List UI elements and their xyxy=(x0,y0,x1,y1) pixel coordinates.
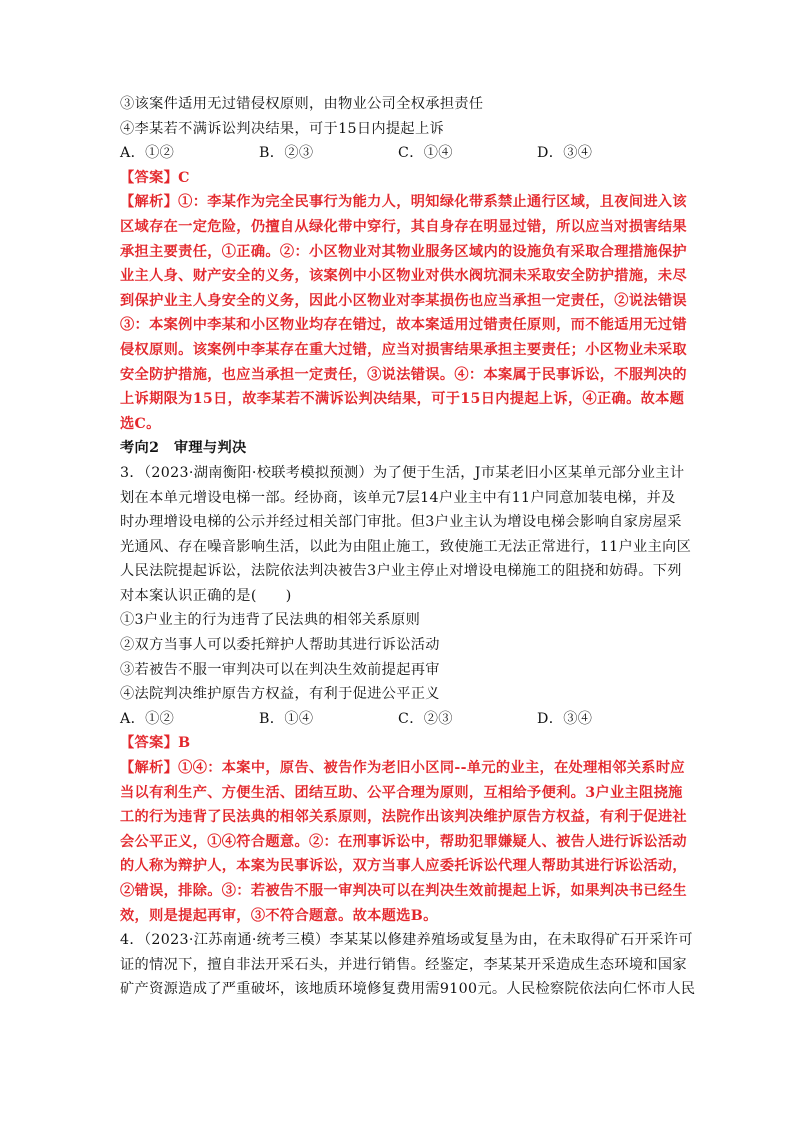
q3-analysis-line: 的人称为辩护人，本案为民事诉讼，双方当事人应委托诉讼代理人帮助其进行诉讼活动， xyxy=(120,858,687,875)
q3-answer: 【答案】B xyxy=(120,735,191,752)
q2-option-d: D．③④ xyxy=(537,145,593,162)
q2-analysis xyxy=(120,190,687,436)
q2-analysis-line: 区域存在一定危险，仍擅自从绿化带中穿行，其自身存在明显过错，所以应当对损害结果 xyxy=(120,218,687,235)
q3-stem-line: 时办理增设电梯的公示并经过相关部门审批。但3户业主认为增设电梯会影响自家房屋采 xyxy=(120,514,682,531)
q3-stem-line: 3．（2023·湖南衡阳·校联考模拟预测）为了便于生活，J市某老旧小区某单元部分业主计 xyxy=(120,464,685,481)
q3-analysis-line: 效，则是提起再审，③不符合题意。故本题选B。 xyxy=(120,907,438,924)
q3-option-a: A．①② xyxy=(120,710,175,727)
q3-analysis xyxy=(120,756,687,928)
q3-stem-line: 光通风、存在噪音影响生活，以此为由阻止施工，致使施工无法正常进行，11户业主向区 xyxy=(120,538,692,555)
q2-item-4: ④李某若不满诉讼判决结果，可于15日内提起上诉 xyxy=(120,120,445,137)
q3-analysis-line: 会公平正义，①④符合题意。②：在刑事诉讼中，帮助犯罪嫌疑人、被告人进行诉讼活动 xyxy=(120,833,687,850)
q2-analysis-line: 到保护业主人身安全的义务，因此小区物业对李某损伤也应当承担一定责任，②说法错误 xyxy=(120,292,687,309)
q2-analysis-line: 承担主要责任，①正确。②：小区物业对其物业服务区域内的设施负有采取合理措施保护 xyxy=(120,243,687,260)
q3-analysis-line: 当以有利生产、方便生活、团结互助、公平合理为原则，互相给予便利。3户业主阻挠施 xyxy=(120,784,683,801)
q3-analysis-line: 【解析】①④：本案中，原告、被告作为老旧小区同--单元的业主，在处理相邻关系时应 xyxy=(120,760,685,777)
q2-options xyxy=(120,141,680,166)
q2-answer: 【答案】C xyxy=(120,169,190,186)
q3-item-3: ③若被告不服一审判决可以在判决生效前提起再审 xyxy=(120,661,440,678)
q2-analysis-line: ③：本案例中李某和小区物业均存在错过，故本案适用过错责任原则，而不能适用无过错 xyxy=(120,317,687,334)
q2-analysis-line: 【解析】①：李某作为完全民事行为能力人，明知绿化带系禁止通行区域，且夜间进入该 xyxy=(120,194,687,211)
document-page xyxy=(120,92,696,1002)
q3-stem-line: 划在本单元增设电梯一部。经协商，该单元7层14户业主中有11户同意加装电梯，并及 xyxy=(120,489,676,506)
q3-item-4: ④法院判决维护原告方权益，有利于促进公平正义 xyxy=(120,686,440,703)
q4-stem xyxy=(120,928,696,1002)
q2-option-c: C．①④ xyxy=(398,145,453,162)
q3-analysis-line: ②错误，排除。③：若被告不服一审判决可以在判决生效前提起上诉，如果判决书已经生 xyxy=(120,883,687,899)
q2-analysis-line: 选C。 xyxy=(120,415,161,432)
q4-stem-line: 证的情况下，擅自非法开采石头，并进行销售。经鉴定，李某某开采造成生态环境和国家 xyxy=(120,956,687,973)
q2-analysis-line: 安全防护措施，也应当承担一定责任，③说法错误。④：本案属于民事诉讼，不服判决的 xyxy=(120,366,687,383)
q2-analysis-line: 业主人身、财产安全的义务，该案例中小区物业对供水阀坑洞未采取安全防护措施，未尽 xyxy=(120,268,687,285)
q3-option-b: B．①④ xyxy=(259,710,314,727)
q3-option-c: C．②③ xyxy=(398,710,453,727)
section-heading: 考向2 审理与判决 xyxy=(120,440,247,457)
q3-analysis-line: 工的行为违背了民法典的相邻关系原则，法院作出该判决维护原告方权益，有利于促进社 xyxy=(120,809,687,826)
q3-stem-line: 对本案认识正确的是( ) xyxy=(120,587,292,604)
q3-stem xyxy=(120,461,692,609)
q3-stem-line: 人民法院提起诉讼，法院依法判决被告3户业主停止对增设电梯施工的阻挠和妨碍。下列 xyxy=(120,563,682,580)
q2-option-a: A．①② xyxy=(120,145,175,162)
q2-option-b: B．②③ xyxy=(259,145,314,162)
q4-stem-line: 矿产资源造成了严重破坏，该地质环境修复费用需9100元。人民检察院依法向仁怀市人民 xyxy=(120,981,696,998)
q2-analysis-line: 上诉期限为15日，故李某若不满诉讼判决结果，可于15日内提起上诉，④正确。故本题 xyxy=(120,391,685,408)
q3-item-2: ②双方当事人可以委托辩护人帮助其进行诉讼活动 xyxy=(120,637,440,654)
q3-item-1: ①3户业主的行为违背了民法典的相邻关系原则 xyxy=(120,612,421,629)
q3-options xyxy=(120,707,680,732)
q3-option-d: D．③④ xyxy=(537,710,593,727)
q4-stem-line: 4．（2023·江苏南通·统考三模）李某某以修建养殖场或复垦为由，在未取得矿石开采许可 xyxy=(120,932,693,949)
q2-item-3: ③该案件适用无过错侵权原则，由物业公司全权承担责任 xyxy=(120,96,484,112)
q2-analysis-line: 侵权原则。该案例中李某存在重大过错，应当对损害结果承担主要责任；小区物业未采取 xyxy=(120,341,687,358)
